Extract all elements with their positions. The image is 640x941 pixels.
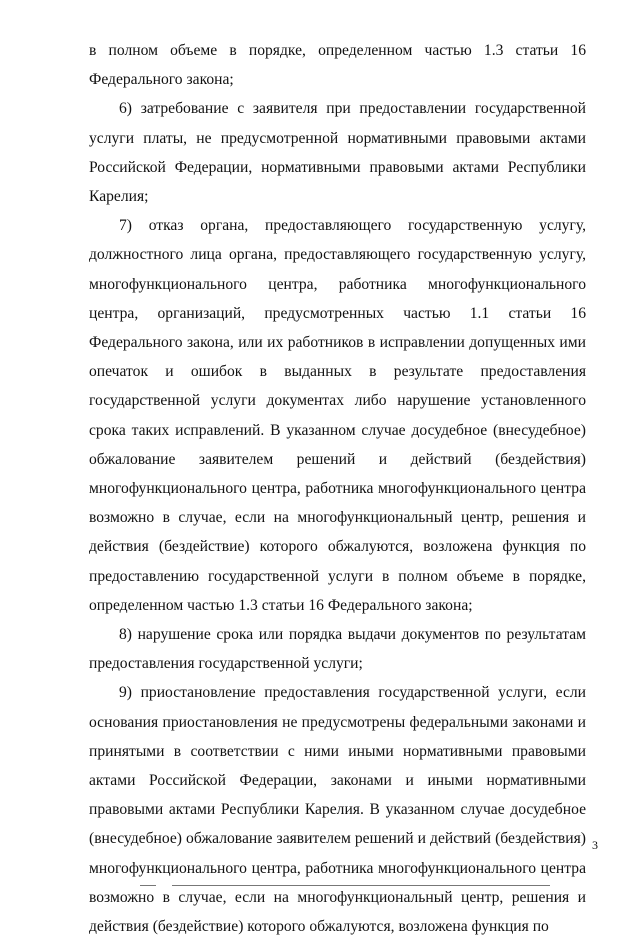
paragraph-item-6: 6) затребование с заявителя при предоставлении государственной услуги платы, не предусмотренной нормативными правовыми актами Российской Федерации, нормативными правовыми актами Республики Карелия; — [89, 100, 586, 206]
paragraph-item-8: 8) нарушение срока или порядка выдачи документов по результатам предоставления государственной услуги; — [89, 626, 586, 673]
footer-rule-short — [140, 885, 156, 886]
footer-rule-long — [172, 885, 550, 886]
document-page — [89, 36, 586, 941]
page-number: 3 — [592, 838, 598, 852]
paragraph-item-7: 7) отказ органа, предоставляющего государственную услугу, должностного лица органа, предоставляющего государственную услугу, многофункционального центра, работника многофункционального центра, организаций, предусмотренных частью 1.1 статьи 16 Федерального закона, или их работников в исправлении допущенных ими опечаток и ошибок в выданных в результате предоставления государственной услуги документах либо нарушение установленного срока таких исправлений. В указанном случае досудебное (внесудебное) обжалование заявителем решений и действий (бездействия) многофункционального центра, работника многофункционального центра возможно в случае, если на многофункциональный центр, решения и действия (бездействие) которого обжалуются, возложена функция по предоставлению государственной услуги в полном объеме в порядке, определенном частью 1.3 статьи 16 Федерального закона; — [89, 217, 586, 614]
paragraph-item-9: 9) приостановление предоставления государственной услуги, если основания приостановления не предусмотрены федеральными законами и принятыми в соответствии с ними иными нормативными правовыми актами Российской Федерации, законами и иными нормативными правовыми актами Республики Карелия. В указанном случае досудебное (внесудебное) обжалование заявителем решений и действий (бездействия) многофункционального центра, работника многофункционального центра возможно в случае, если на многофункциональный центр, решения и действия (бездействие) которого обжалуются, возложена функция по — [89, 684, 586, 936]
paragraph-continuation: в полном объеме в порядке, определенном частью 1.3 статьи 16 Федерального закона; — [89, 42, 586, 89]
